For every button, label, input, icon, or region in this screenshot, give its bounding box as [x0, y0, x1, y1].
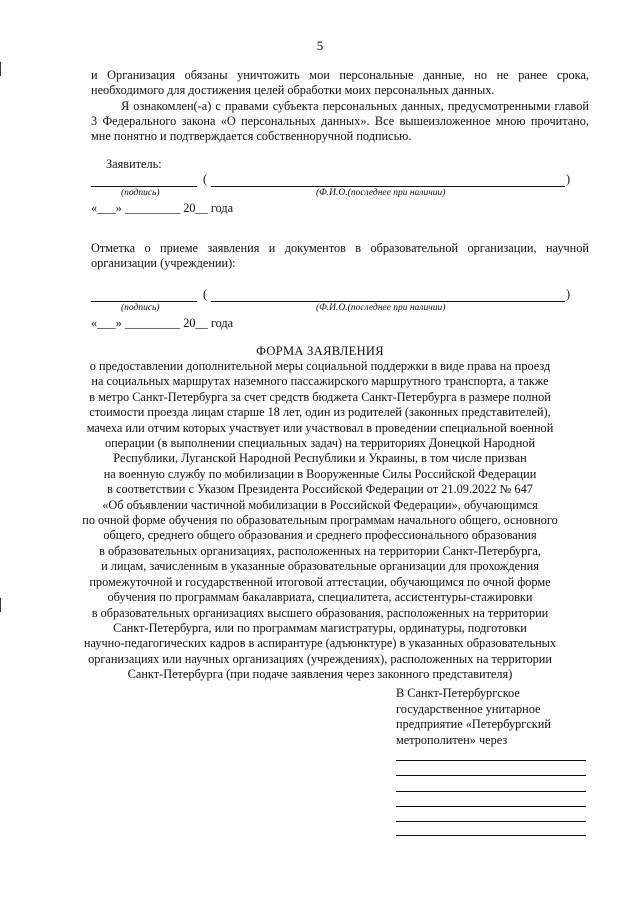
addressee-fill-line[interactable] — [396, 821, 586, 822]
applicant-name-line[interactable] — [211, 186, 565, 187]
acceptance-date[interactable]: «___» _________ 20__ года — [91, 316, 234, 330]
acceptance-signature-line[interactable] — [91, 301, 197, 302]
description-line: на военную службу по мобилизации в Вооруженные Силы Российской Федерации — [103, 466, 537, 481]
applicant-sign-caption: (подпись) — [121, 188, 160, 198]
addressee-fill-line[interactable] — [396, 760, 586, 761]
description-line: в образовательных организациях, расположенных на территории Санкт-Петербурга, — [99, 543, 541, 558]
description-line: Санкт-Петербурга (при подаче заявления через законного представителя) — [127, 667, 513, 682]
description-line: мачеха или отчим которых участвует или участвовал в проведении специальной военной — [86, 420, 554, 435]
acceptance-name-line[interactable] — [211, 301, 565, 302]
addressee-fill-line[interactable] — [396, 835, 586, 836]
addressee-line: государственное унитарное — [396, 701, 541, 716]
description-line: обучения по программам бакалавриата, специалитета, ассистентуры-стажировки — [107, 590, 533, 605]
description-line: «Об объявлении частичной мобилизации в Российской Федерации», обучающимся — [102, 497, 538, 512]
applicant-date[interactable]: «___» _________ 20__ года — [91, 201, 234, 215]
applicant-open-paren: ( — [203, 172, 208, 186]
addressee-line: метрополитен» через — [396, 732, 508, 747]
addressee-line: предприятие «Петербургский — [396, 717, 551, 731]
description-line: операции (в выполнении специальных задач) на территориях Донецкой Народной — [104, 436, 536, 451]
description-line: в соответствии с Указом Президента Российской Федерации от 21.09.2022 № 647 — [107, 482, 533, 497]
intro-paragraph-1: и Организация обязаны уничтожить мои персональные данные, но не ранее срока, необходимого для достижения целей обработки моих персональных данных. — [91, 68, 589, 97]
description-line: о предоставлении дополнительной меры социальной поддержки в виде права на проезд — [89, 359, 551, 373]
addressee-fill-line[interactable] — [396, 806, 586, 807]
acceptance-name-caption: (Ф.И.О.(последнее при наличии) — [316, 303, 446, 313]
form-title: ФОРМА ЗАЯВЛЕНИЯ — [256, 344, 384, 358]
applicant-close-paren: ) — [566, 172, 571, 186]
addressee-fill-line[interactable] — [396, 775, 586, 776]
description-line: и лицам, зачисленным в указанные образовательные организации для прохождения — [101, 559, 539, 574]
applicant-name-caption: (Ф.И.О.(последнее при наличии) — [316, 188, 446, 198]
description-line: Республики, Луганской Народной Республики и Украины, в том числе призван — [113, 451, 527, 466]
description-line: по очной форме обучения по образовательным программам начального общего, основного — [82, 513, 558, 528]
addressee-fill-line[interactable] — [396, 791, 586, 792]
form-description — [60, 359, 580, 683]
description-line: научно-педагогических кадров в аспирантуре (адъюнктуре) в указанных образовательных — [83, 636, 557, 651]
page-number: 5 — [316, 38, 324, 53]
description-line: промежуточной и государственной итоговой аттестации, обучающимся по очной форме — [89, 574, 551, 589]
description-line: Санкт-Петербурга, или по программам магистратуры, ординатуры, подготовки — [113, 620, 527, 635]
description-line: организациях или научных организациях (учреждениях), расположенных на территории — [88, 651, 552, 666]
intro-paragraph-2: Я ознакомлен(-а) с правами субъекта персональных данных, предусмотренными главой 3 Федерального закона «О персональных данных». Все вышеизложенное мною прочитано, мне понятно и подтверждается собственноручной подписью. — [91, 99, 589, 143]
description-line: в образовательных организациях высшего образования, расположенных на территории — [91, 605, 549, 620]
acceptance-sign-caption: (подпись) — [121, 303, 160, 313]
description-line: стоимости проезда лицам старше 18 лет, один из родителей (законных представителей), — [89, 405, 551, 420]
addressee-line: В Санкт-Петербургское — [396, 686, 520, 700]
addressee-block — [396, 686, 596, 748]
margin-mark — [0, 62, 1, 76]
acceptance-close-paren: ) — [566, 287, 571, 301]
acceptance-note-text: Отметка о приеме заявления и документов в образовательной организации, научной организации (учреждении): — [91, 241, 589, 270]
applicant-label: Заявитель: — [106, 157, 162, 171]
acceptance-open-paren: ( — [203, 287, 208, 301]
description-line: общего, среднего общего образования и среднего профессионального образования — [103, 528, 537, 543]
description-line: на социальных маршрутах наземного пассажирского маршрутного транспорта, а также — [91, 374, 549, 389]
applicant-signature-line[interactable] — [91, 186, 197, 187]
description-line: в метро Санкт-Петербурга за счет средств бюджета Санкт-Петербурга в размере полной — [89, 389, 551, 404]
margin-mark — [0, 598, 1, 612]
